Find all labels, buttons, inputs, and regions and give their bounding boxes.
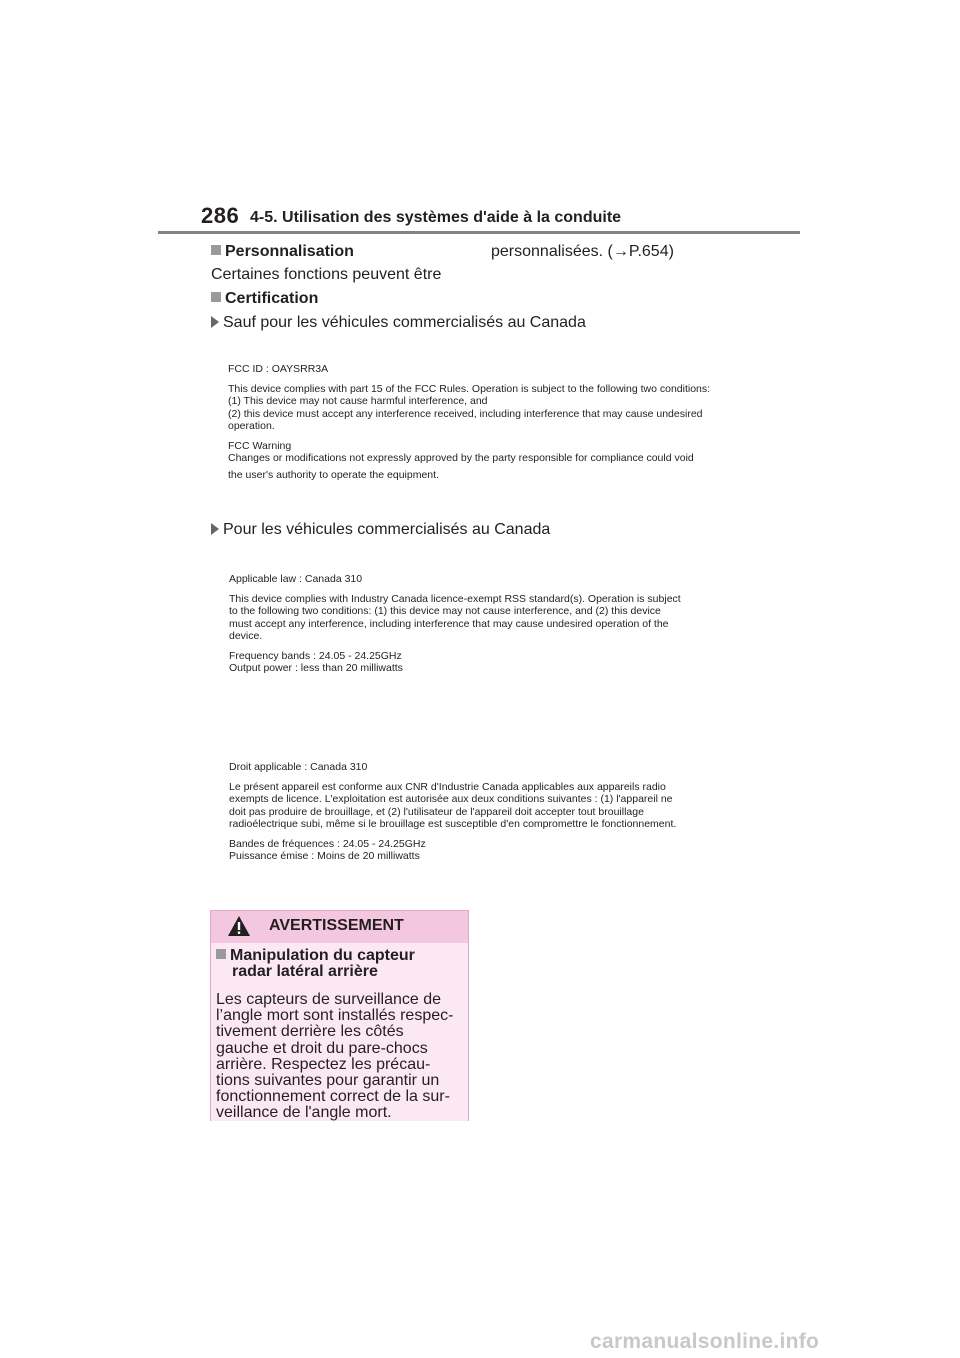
fcc-text-line: This device complies with part 15 of the FCC Rules. Operation is subject to the following two conditions:: [228, 382, 711, 395]
fcc-text-line: (1) This device may not cause harmful interference, and: [228, 395, 488, 407]
canada-fr-text-line: doit pas produire de brouillage, et (2) l'utilisateur de l'appareil doit accepter tout brouillage: [229, 805, 644, 818]
header-rule: [158, 231, 800, 234]
square-bullet-icon: [216, 949, 226, 959]
warning-text-line: l’angle mort sont installés respec-: [216, 1007, 454, 1025]
canada-fr-text-line: radioélectrique subi, même si le brouillage est susceptible d'en compromettre le fonctionnement.: [229, 818, 677, 830]
square-bullet-icon: [211, 245, 221, 255]
canada-fr-power: Puissance émise : Moins de 20 milliwatts: [229, 850, 420, 862]
canada-fr-text-line: exempts de licence. L'exploitation est autorisée aux deux conditions suivantes : (1) l'appareil ne: [229, 793, 673, 805]
warning-text-line: gauche et droit du pare-chocs: [216, 1039, 428, 1057]
fcc-text-line: the user's authority to operate the equipment.: [228, 468, 439, 481]
canada-fr-frequency: Bandes de fréquences : 24.05 - 24.25GHz: [229, 837, 426, 850]
square-bullet-icon: [211, 292, 221, 302]
canada-en-text-line: device.: [229, 630, 263, 642]
canada-en-text-line: to the following two conditions: (1) this device may not cause interference, and (2) this device: [229, 605, 661, 617]
triangle-bullet-icon: [211, 316, 219, 328]
canada-fr-law: Droit applicable : Canada 310: [229, 761, 368, 773]
warning-subheading: Manipulation du capteur radar latéral arrière: [216, 948, 415, 980]
warning-triangle-icon: [227, 915, 251, 937]
warning-text-line: tions suivantes pour garantir un: [216, 1072, 440, 1090]
warning-text-line: tivement derrière les côtés: [216, 1023, 404, 1041]
fcc-id: FCC ID : OAYSRR3A: [228, 363, 329, 375]
canada-en-label: [229, 573, 681, 675]
warning-header: [211, 911, 468, 943]
personalisation-text-2: personnalisées. (→P.654): [491, 243, 674, 260]
canada-en-frequency: Frequency bands : 24.05 - 24.25GHz: [229, 649, 402, 662]
bullet-outside-canada: Sauf pour les véhicules commercialisés au Canada: [211, 314, 586, 332]
canada-en-text-line: This device complies with Industry Canada licence-exempt RSS standard(s). Operation is subject: [229, 592, 681, 605]
watermark[interactable]: carmanualsonline.info: [590, 1330, 820, 1353]
warning-body: [211, 943, 468, 1121]
fcc-text-line: Changes or modifications not expressly approved by the party responsible for compliance could void: [228, 452, 694, 464]
warning-text: [216, 992, 453, 1122]
personalisation-heading: Personnalisation: [211, 243, 354, 261]
fcc-label: [228, 363, 710, 481]
canada-en-law: Applicable law : Canada 310: [229, 573, 363, 585]
warning-text-line: arrière. Respectez les précau-: [216, 1055, 431, 1073]
certification-heading: Certification: [211, 290, 318, 308]
warning-text-line: fonctionnement correct de la sur-: [216, 1088, 450, 1106]
warning-box: [210, 910, 469, 1121]
page-number: 286: [201, 203, 240, 228]
section-title: 4-5. Utilisation des systèmes d'aide à la conduite: [250, 209, 622, 226]
canada-fr-label: [229, 761, 676, 863]
triangle-bullet-icon: [211, 523, 219, 535]
fcc-text-line: (2) this device must accept any interference received, including interference that may cause undesired: [228, 407, 703, 420]
warning-text-line: Les capteurs de surveillance de: [216, 991, 442, 1008]
fcc-text-line: operation.: [228, 420, 275, 432]
personalisation-text-1: Certaines fonctions peuvent être: [211, 266, 442, 283]
canada-en-text-line: must accept any interference, including interference that may cause undesired operation of the: [229, 617, 669, 630]
canada-fr-text-line: Le présent appareil est conforme aux CNR d'Industrie Canada applicables aux appareils radio: [229, 780, 666, 793]
fcc-warning-title: FCC Warning: [228, 439, 292, 452]
canada-en-power: Output power : less than 20 milliwatts: [229, 662, 403, 674]
bullet-canada: Pour les véhicules commercialisés au Canada: [211, 521, 550, 539]
warning-title: AVERTISSEMENT: [269, 917, 404, 934]
warning-text-line: veillance de l'angle mort.: [216, 1104, 392, 1122]
